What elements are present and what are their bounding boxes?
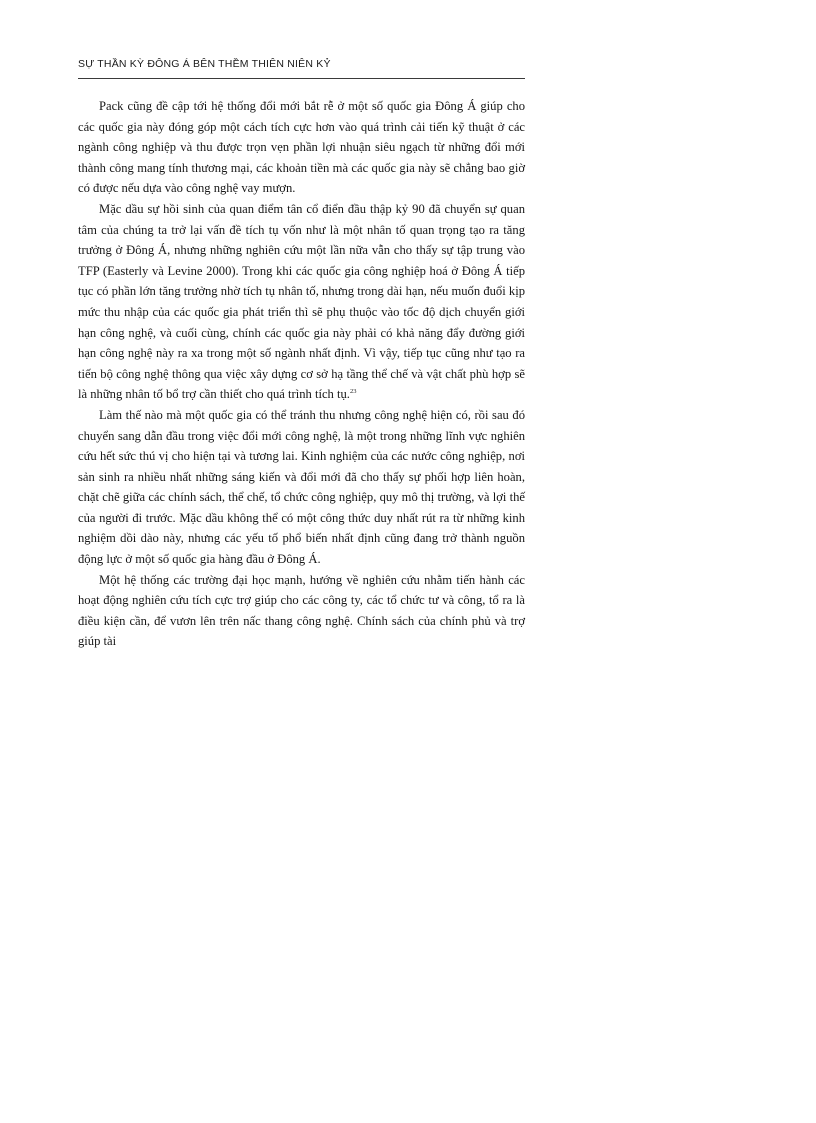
paragraph-2: [78, 199, 525, 405]
body-text: [78, 96, 525, 652]
paragraph-2-text: Mặc dầu sự hồi sinh của quan điểm tân cổ điển đầu thập kỷ 90 đã chuyển sự quan tâm của chúng ta trở lại vấn đề tích tụ vốn như là một nhân tố quan trọng tạo ra tăng trưởng ở Đông Á, nhưng những nghiên cứu một lần nữa vẫn cho thấy sự tập trung vào TFP (Easterly và Levine 2000). Trong khi các quốc gia công nghiệp hoá ở Đông Á tiếp tục có phần lớn tăng trưởng nhờ tích tụ nhân tố, nhưng trong dài hạn, nếu muốn đuổi kịp mức thu nhập của các quốc gia phát triển thì sẽ phụ thuộc vào tốc độ dịch chuyển giới hạn công nghệ, và cuối cùng, chính các quốc gia này phải có khả năng đẩy đường giới hạn công nghệ này ra xa trong một số ngành nhất định. Vì vậy, tiếp tục cũng như tạo ra tiến bộ công nghệ thông qua việc xây dựng cơ sở hạ tầng thể chế và vật chất phù hợp sẽ là những nhân tố bổ trợ cần thiết cho quá trình tích tụ.: [78, 201, 525, 402]
footnote-ref-23[interactable]: 23: [349, 388, 357, 396]
paragraph-4: Một hệ thống các trường đại học mạnh, hướng về nghiên cứu nhằm tiến hành các hoạt động nghiên cứu tích cực trợ giúp cho các công ty, các tổ chức tư và công, tổ ra là điều kiện cần, để vươn lên trên nấc thang công nghệ. Chính sách của chính phủ và trợ giúp tài: [78, 572, 525, 649]
header-divider: [78, 78, 525, 79]
paragraph-3: Làm thế nào mà một quốc gia có thể tránh thu nhưng công nghệ hiện có, rồi sau đó chuyển sang dẫn đầu trong việc đổi mới công nghệ, là một trong những lĩnh vực nghiên cứu hết sức thú vị cho hiện tại và tương lai. Kinh nghiệm của các nước công nghiệp, nơi sản sinh ra nhiều nhất những sáng kiến và đổi mới đã cho thấy sự phối hợp liên hoàn, chặt chẽ giữa các chính sách, thể chế, tổ chức công nghiệp, quy mô thị trường, và lợi thế của người đi trước. Mặc dầu không thể có một công thức duy nhất rút ra từ những kinh nghiệm dồi dào này, nhưng các yếu tố phổ biến nhất định cũng đang trở thành nguồn động lực ở một số quốc gia hàng đầu ở Đông Á.: [78, 407, 525, 567]
paragraph-1: Pack cũng đề cập tới hệ thống đổi mới bắt rễ ở một số quốc gia Đông Á giúp cho các quốc gia này đóng góp một cách tích cực hơn vào quá trình cải tiến kỹ thuật ở các ngành công nghiệp và thu được trọn vẹn phần lợi nhuận siêu ngạch từ những đổi mới thành công mang tính thương mại, các khoản tiền mà các quốc gia này sẽ chẳng bao giờ có được nếu dựa vào công nghệ vay mượn.: [78, 99, 525, 196]
running-header: SỰ THẦN KỲ ĐÔNG Á BÊN THỀM THIÊN NIÊN KỶ: [78, 58, 331, 70]
